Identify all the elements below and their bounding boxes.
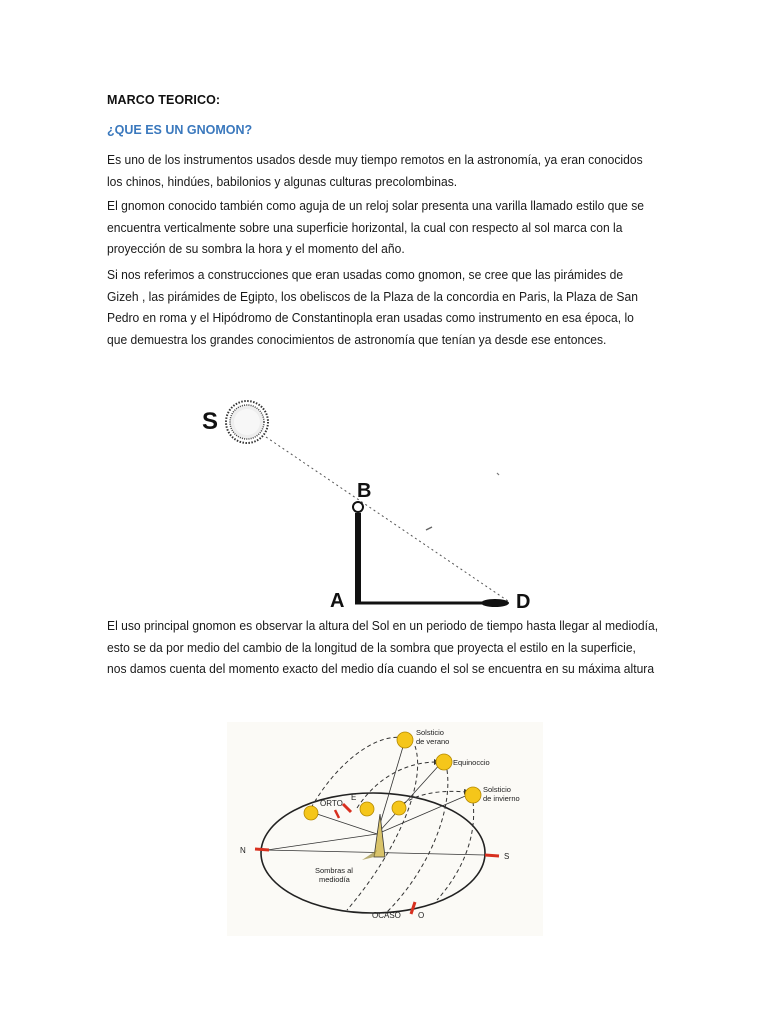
ray <box>377 740 405 834</box>
gnomon-post <box>355 513 361 604</box>
paragraph-intro <box>107 149 643 192</box>
label-d: D <box>516 591 531 613</box>
section-title: MARCO TEORICO: <box>107 93 221 107</box>
paragraph-definition <box>107 195 644 260</box>
east-arrow-icon <box>343 804 351 812</box>
paragraph-constructions <box>107 264 638 350</box>
sun-low-icon <box>360 802 374 816</box>
label-summer-1: Solsticio <box>416 728 444 737</box>
paragraph-usage <box>107 615 659 680</box>
label-east: E <box>351 793 357 802</box>
sunrise-arrow-icon <box>335 810 339 818</box>
speck <box>426 527 432 530</box>
south-arrow-icon <box>485 855 499 856</box>
text-line: El gnomon conocido también como aguja de un reloj solar presenta una varilla llamado estilo que se <box>107 198 644 213</box>
label-sunrise: ORTO <box>320 799 343 808</box>
label-a: A <box>330 590 345 612</box>
west-arrow-icon <box>411 902 415 914</box>
sun-low-icon <box>392 801 406 815</box>
text-line: Si nos referimos a construcciones que eran usadas como gnomon, se cree que las pirámides de <box>107 267 624 282</box>
label-s: S <box>202 408 219 435</box>
label-shadows-2: mediodía <box>319 875 350 884</box>
shadow-tip <box>481 599 509 607</box>
text-line: Gizeh , las pirámides de Egipto, los obeliscos de la Plaza de la concordia en Paris, la Plaza de San <box>107 288 638 304</box>
equinox-descend <box>387 770 448 912</box>
gnomon-shadow <box>362 850 377 860</box>
label-equinox: Equinoccio <box>453 758 490 767</box>
label-winter-2: de invierno <box>483 794 520 803</box>
question-title: ¿QUE ES UN GNOMON? <box>107 123 253 137</box>
sun-summer-icon <box>397 732 413 748</box>
label-west: O <box>418 911 425 920</box>
text-line: encuentra verticalmente sobre una superficie horizontal, la cual con respecto al sol marca con la <box>107 219 623 235</box>
label-shadows-1: Sombras al <box>315 866 353 875</box>
speck <box>497 473 499 475</box>
text-line: que demuestra los grandes conocimientos de astronomía que tenían ya desde ese entonces. <box>107 331 607 347</box>
sun-winter-icon <box>465 787 481 803</box>
gnomon-tip <box>353 502 363 512</box>
label-sunset: OCASO <box>372 911 401 920</box>
shadow-line <box>267 834 377 850</box>
sun-ray <box>266 437 508 601</box>
text-line: Es uno de los instrumentos usados desde muy tiempo remotos en la astronomía, ya eran conocidos <box>107 152 643 167</box>
ray <box>377 762 442 834</box>
summer-arc <box>311 737 405 808</box>
text-line: Pedro en roma y el Hipódromo de Constantinopla eran usadas como instrumento en esa época, lo <box>107 310 634 325</box>
text-line: esto se da por medio del cambio de la longitud de la sombra que proyecta el estilo en la superficie, <box>107 639 636 655</box>
label-south: S <box>504 852 510 861</box>
north-arrow-icon <box>255 849 269 850</box>
label-north: N <box>240 846 246 855</box>
sun-sunrise-icon <box>304 806 318 820</box>
gnomon-diagram <box>190 385 550 625</box>
sun-equinox-icon <box>436 754 452 770</box>
sun-icon <box>226 401 268 443</box>
gnomon-icon <box>374 814 385 857</box>
text-line: proyección de su sombra la hora y el momento del año. <box>107 241 405 256</box>
text-line: los chinos, hindúes, babilonios y algunas culturas precolombinas. <box>107 173 458 189</box>
label-summer-2: de verano <box>416 737 450 746</box>
text-line: nos damos cuenta del momento exacto del medio día cuando el sol se encuentra en su máxima altura <box>107 661 655 676</box>
label-winter-1: Solsticio <box>483 785 511 794</box>
sun-path-diagram <box>227 722 543 936</box>
text-line: El uso principal gnomon es observar la altura del Sol en un periodo de tiempo hasta llegar al mediodía, <box>107 618 659 633</box>
label-b: B <box>357 480 372 502</box>
